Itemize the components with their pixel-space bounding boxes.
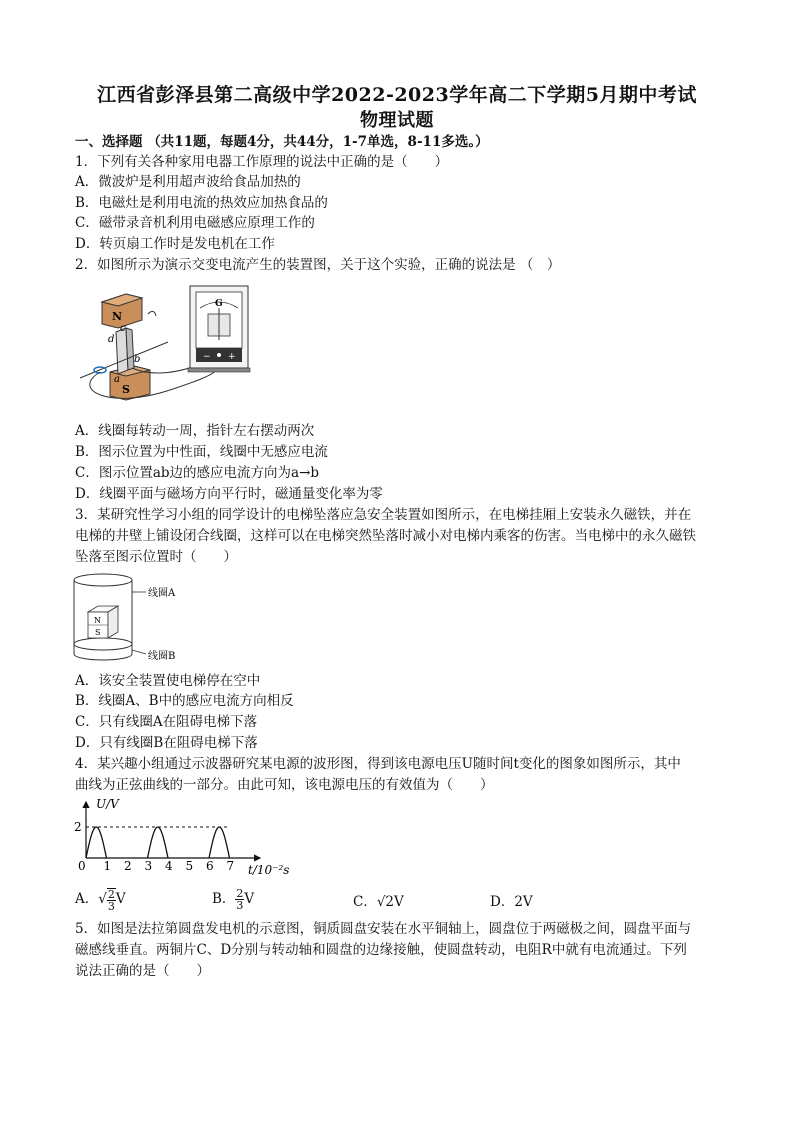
q4-option-b-unit: V — [244, 891, 255, 907]
pole-s-label: S — [122, 383, 130, 396]
q3-elevator-figure — [70, 568, 200, 668]
q3-stem-line-1: 3．某研究性学习小组的同学设计的电梯坠落应急安全装置如图所示，在电梯挂厢上安装永久磁铁，并在 — [75, 507, 692, 523]
x-tick-label-4: 4 — [165, 859, 173, 873]
x-axis-label: t/10⁻²s — [248, 863, 290, 877]
q3-option-d: D．只有线圈B在阻碍电梯下落 — [75, 735, 258, 751]
q1-option-a: A．微波炉是利用超声波给食品加热的 — [75, 174, 301, 190]
q2-option-c: C．图示位置ab边的感应电流方向为a→b — [75, 465, 320, 481]
magnet-s-label: S — [95, 628, 101, 637]
exam-title: 江西省彭泽县第二高级中学2022-2023学年高二下学期5月期中考试 — [97, 84, 697, 106]
q2-option-d: D．线圈平面与磁场方向平行时，磁通量变化率为零 — [75, 486, 383, 502]
terminal-plus: + — [228, 352, 236, 362]
coil-a-label: 线圈A — [148, 588, 176, 599]
galvanometer-label: G — [215, 299, 223, 309]
x-tick-label-1: 1 — [103, 859, 112, 873]
label-d: d — [108, 334, 115, 345]
q4-option-c: C．√2V — [353, 894, 404, 910]
q1-option-c: C．磁带录音机利用电磁感应原理工作的 — [75, 215, 315, 231]
q5-stem-line-1: 5．如图是法拉第圆盘发电机的示意图，铜质圆盘安装在水平铜轴上，圆盘位于两磁极之间，圆盘平面与 — [75, 921, 692, 937]
q1-stem: 1．下列有关各种家用电器工作原理的说法中正确的是（ ） — [75, 154, 449, 170]
q3-option-c: C．只有线圈A在阻碍电梯下落 — [75, 714, 258, 730]
q3-option-a: A．该安全装置使电梯停在空中 — [75, 673, 261, 689]
x-tick-label-3: 3 — [144, 859, 153, 873]
q3-stem-line-3: 坠落至图示位置时（ ） — [75, 549, 237, 565]
q4-option-a-numerator: 2 — [107, 887, 115, 901]
label-b: b — [134, 354, 141, 365]
x-tick-label-5: 5 — [185, 859, 194, 873]
half-sine-series-3 — [209, 827, 230, 858]
label-a: a — [114, 374, 120, 385]
q4-stem-line-2: 曲线为正弦曲线的一部分。由此可知，该电源电压的有效值为（ ） — [75, 777, 494, 793]
half-sine-series-1 — [86, 827, 107, 858]
x-tick-label-7: 7 — [226, 859, 235, 873]
y-tick-label-0: 2 — [74, 820, 82, 834]
q2-generator-figure — [70, 280, 260, 412]
q4-stem-line-1: 4．某兴趣小组通过示波器研究某电源的波形图，得到该电源电压U随时间t变化的图象如图所示，其中 — [75, 756, 681, 772]
coil-a-ring — [74, 574, 132, 586]
q4-option-d: D．2V — [490, 894, 533, 910]
q4-option-a-denominator: 3 — [107, 899, 115, 913]
q1-option-b: B．电磁灶是利用电流的热效应加热食品的 — [75, 195, 328, 211]
coil-b-label: 线圈B — [148, 651, 176, 662]
terminal-minus: − — [203, 352, 211, 362]
q3-stem-line-2: 电梯的井壁上铺设闭合线圈，这样可以在电梯突然坠落时减小对电梯内乘客的伤害。当电梯中的永久磁铁 — [75, 528, 696, 544]
label-c: c — [120, 323, 126, 334]
q5-stem-line-3: 说法正确的是（ ） — [75, 963, 210, 979]
sqrt-sign: √ — [98, 891, 107, 907]
q4-option-a-unit: V — [115, 891, 126, 907]
q4-option-b — [212, 887, 254, 911]
q4-voltage-chart — [70, 794, 310, 880]
q5-stem-line-2: 磁感线垂直。两铜片C、D分别与转动轴和圆盘的边缘接触，使圆盘转动，电阻R中就有电流通过。下列 — [75, 942, 687, 958]
q2-option-b: B．图示位置为中性面，线圈中无感应电流 — [75, 444, 328, 460]
q4-option-a — [75, 887, 126, 912]
magnet-n-label: N — [94, 616, 101, 625]
half-sine-series-2 — [148, 827, 169, 858]
x-tick-label-2: 2 — [124, 859, 132, 873]
q4-option-a-fraction — [107, 888, 116, 912]
pole-n-label: N — [112, 310, 123, 323]
q4-option-b-numerator: 2 — [236, 887, 244, 900]
q2-stem: 2．如图所示为演示交变电流产生的装置图，关于这个实验，正确的说法是 （ ） — [75, 257, 561, 273]
x-tick-label-6: 6 — [206, 859, 214, 873]
y-axis-label: U/V — [96, 797, 119, 811]
exam-subtitle: 物理试题 — [360, 110, 434, 131]
q3-option-b: B．线圈A、B中的感应电流方向相反 — [75, 693, 294, 709]
x-tick-label-0: 0 — [78, 859, 86, 873]
q4-option-b-label: B． — [212, 891, 236, 907]
q4-option-a-label: A． — [75, 891, 99, 907]
q4-options — [75, 887, 715, 915]
q4-option-b-denominator: 3 — [236, 899, 244, 912]
q1-option-d: D．转页扇工作时是发电机在工作 — [75, 236, 275, 252]
coil-b-ring — [74, 638, 132, 650]
section-heading: 一、选择题 （共11题，每题4分，共44分，1-7单选，8-11多选。） — [75, 134, 489, 150]
q2-option-a: A．线圈每转动一周，指针左右摆动两次 — [75, 423, 315, 439]
